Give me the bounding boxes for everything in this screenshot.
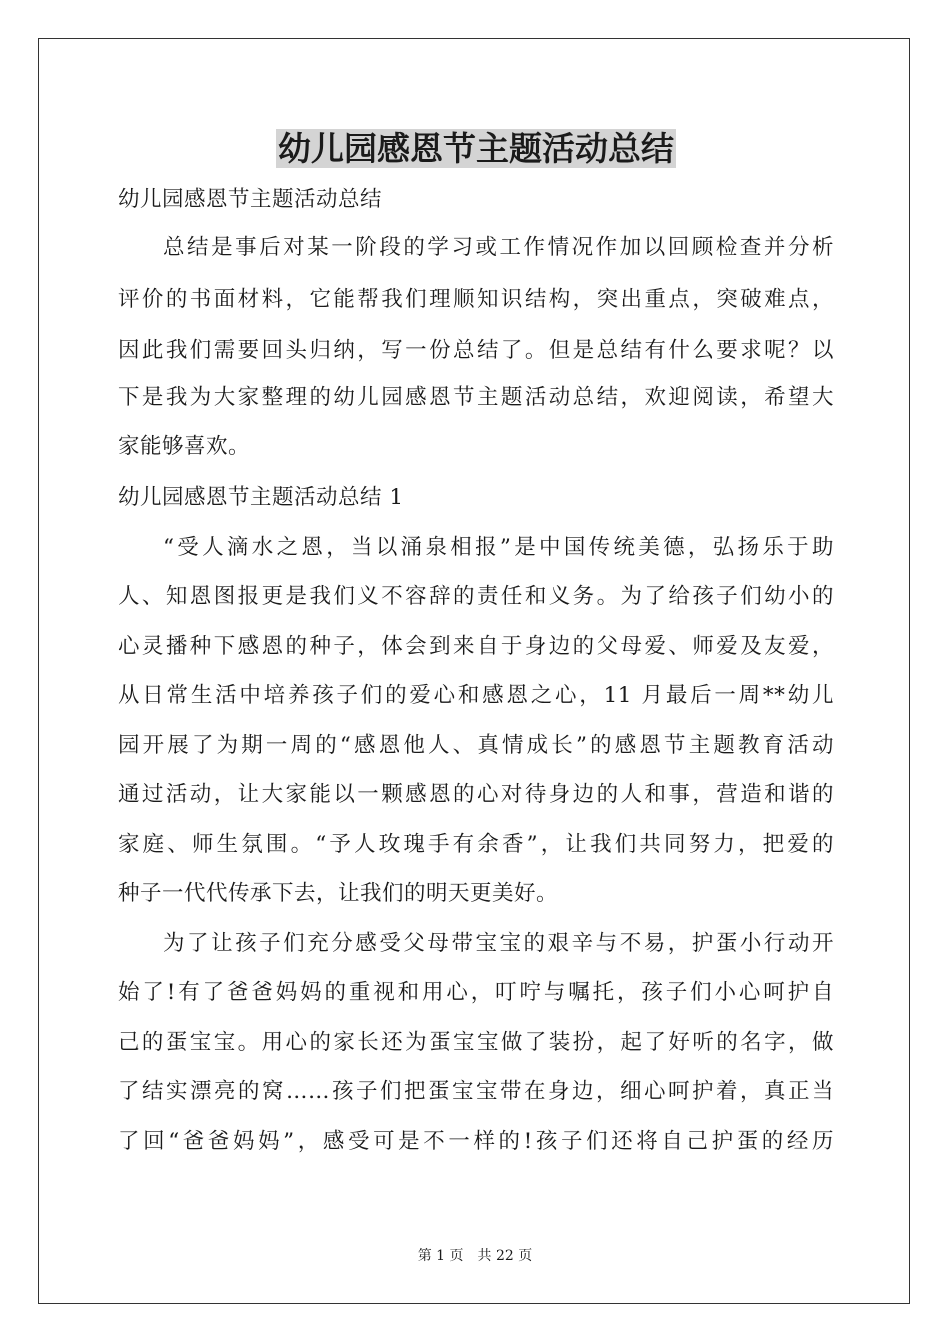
page-frame <box>38 38 910 1304</box>
paragraph-line: 从日常生活中培养孩子们的爱心和感恩之心，11 月最后一周**幼儿 <box>118 683 834 708</box>
paragraph-line: 始了!有了爸爸妈妈的重视和用心，叮咛与嘱托，孩子们小心呵护自 <box>118 980 834 1005</box>
paragraph-line: 了回“爸爸妈妈”，感受可是不一样的!孩子们还将自己护蛋的经历 <box>118 1129 834 1154</box>
paragraph-line: 为了让孩子们充分感受父母带宝宝的艰辛与不易，护蛋小行动开 <box>163 931 834 956</box>
paragraph-line: 通过活动，让大家能以一颗感恩的心对待身边的人和事，营造和谐的 <box>118 782 834 807</box>
paragraph-line: 心灵播种下感恩的种子，体会到来自于身边的父母爱、师爱及友爱， <box>118 634 834 659</box>
page-number: 第 1 页 共 22 页 <box>417 1248 533 1264</box>
document-title-text: 幼儿园感恩节主题活动总结 <box>278 129 674 168</box>
paragraph-line: “受人滴水之恩，当以涌泉相报”是中国传统美德，弘扬乐于助 <box>163 535 834 560</box>
intro-line: 下是我为大家整理的幼儿园感恩节主题活动总结，欢迎阅读，希望大 <box>118 385 834 410</box>
paragraph-line: 了结实漂亮的窝……孩子们把蛋宝宝带在身边，细心呵护着，真正当 <box>118 1079 834 1104</box>
paragraph-line: 种子一代代传承下去，让我们的明天更美好。 <box>118 881 559 906</box>
document-subtitle: 幼儿园感恩节主题活动总结 <box>118 187 383 212</box>
document-title <box>118 126 834 172</box>
intro-line: 总结是事后对某一阶段的学习或工作情况作加以回顾检查并分析 <box>163 235 834 260</box>
intro-line: 家能够喜欢。 <box>118 434 251 459</box>
paragraph-line: 家庭、师生氛围。“予人玫瑰手有余香”，让我们共同努力，把爱的 <box>118 832 834 857</box>
paragraph-line: 人、知恩图报更是我们义不容辞的责任和义务。为了给孩子们幼小的 <box>118 584 834 609</box>
intro-line: 因此我们需要回头归纳，写一份总结了。但是总结有什么要求呢？以 <box>118 338 834 363</box>
paragraph-line: 己的蛋宝宝。用心的家长还为蛋宝宝做了装扮，起了好听的名字，做 <box>118 1030 834 1055</box>
page-footer <box>0 1246 950 1266</box>
paragraph-line: 园开展了为期一周的“感恩他人、真情成长”的感恩节主题教育活动 <box>118 733 834 758</box>
intro-line: 评价的书面材料，它能帮我们理顺知识结构，突出重点，突破难点， <box>118 287 834 312</box>
section-heading: 幼儿园感恩节主题活动总结 1 <box>118 485 404 510</box>
